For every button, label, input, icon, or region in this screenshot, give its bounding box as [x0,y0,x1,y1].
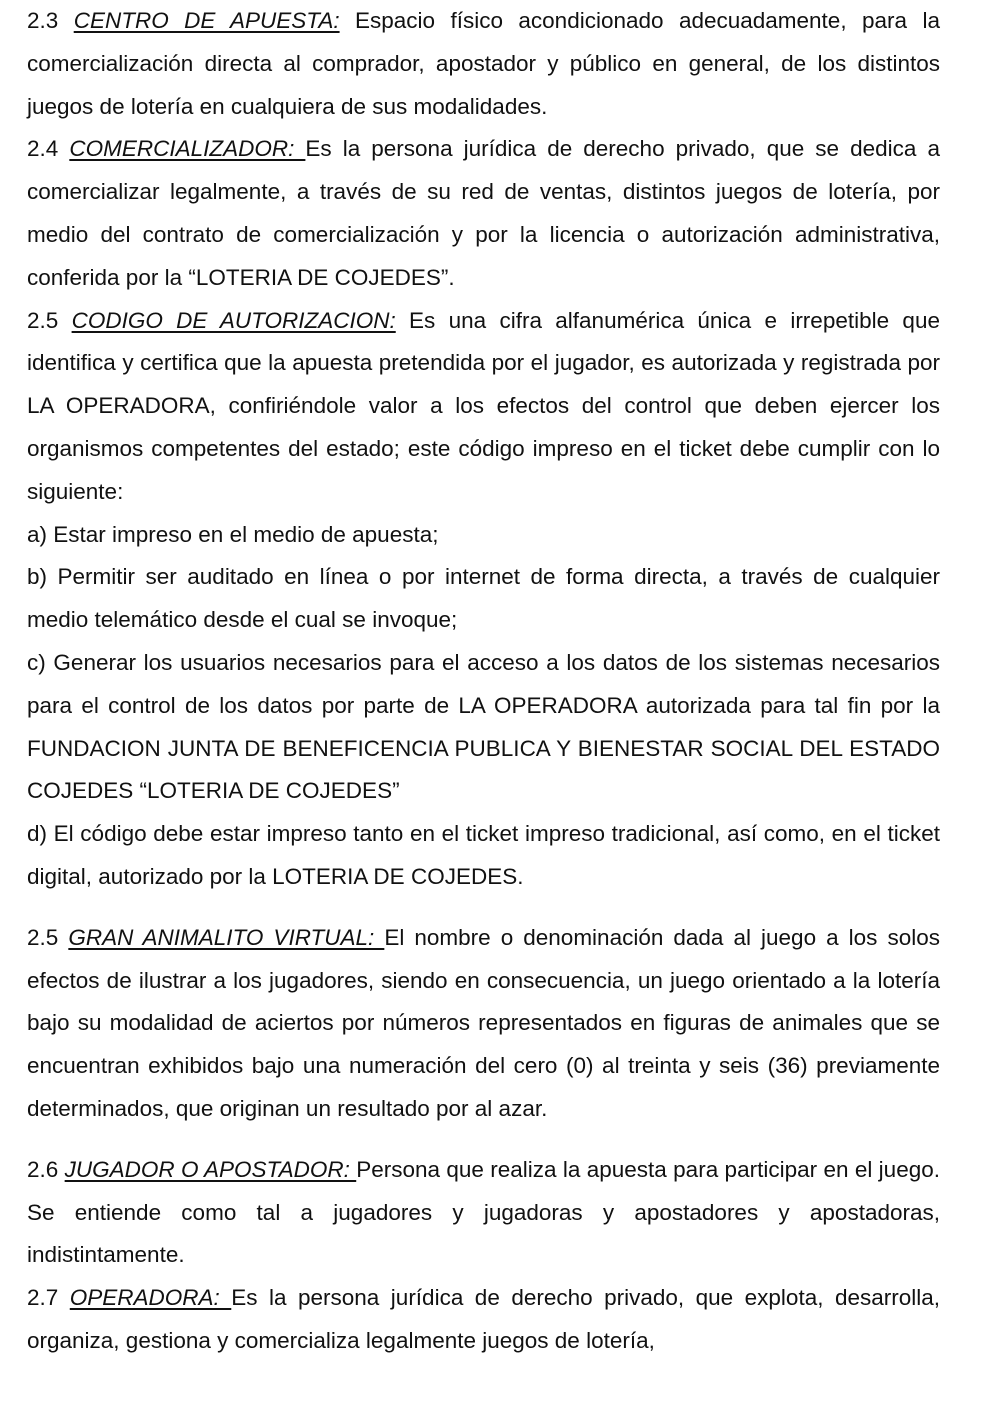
item-term: CODIGO DE AUTORIZACION: [71,307,396,333]
item-number: 2.4 [27,136,59,162]
item-body: Persona que realiza la apuesta para participar en el juego. Se entiende como tal a jugadores y jugadoras y apostadores y apostadoras, indistintamente. [27,1156,940,1268]
item-body: Es la persona jurídica de derecho privado, que explota, desarrolla, organiza, gestiona y comercializa legalmente juegos de lotería, [27,1285,940,1353]
item-number: 2.5 [27,924,59,950]
definition-gran-animalito-virtual [27,917,940,1131]
item-term: OPERADORA: [69,1285,232,1311]
code-requirement-b: b) Permitir ser auditado en línea o por internet de forma directa, a través de cualquier medio telemático desde el cual se invoque; [27,564,940,633]
definition-centro-de-apuesta [27,0,940,128]
definition-jugador-o-apostador [27,1149,940,1277]
item-body: Espacio físico acondicionado adecuadamente, para la comercialización directa al comprador, apostador y público en general, de los distintos juegos de lotería en cualquiera de sus modalidades. [27,8,940,119]
item-term: CENTRO DE APUESTA: [73,8,340,33]
definition-operadora [27,1277,940,1363]
code-requirement-a: a) Estar impreso en el medio de apuesta; [27,521,439,547]
paragraph-gap [27,1131,940,1149]
item-term: COMERCIALIZADOR: [69,136,306,162]
item-term: GRAN ANIMALITO VIRTUAL: [68,924,385,950]
item-body: Es una cifra alfanumérica única e irrepetible que identifica y certifica que la apuesta pretendida por el jugador, es autorizada y registrada por LA OPERADORA, confiriéndole valor a los efectos del control que deben ejercer los organismos competentes del estado; este código impreso en el ticket debe cumplir con lo siguiente: [27,307,940,504]
code-requirement-d: d) El código debe estar impreso tanto en el ticket impreso tradicional, así como, en el ticket digital, autorizado por la LOTERIA DE COJEDES. [27,821,940,889]
definition-comercializador [27,128,940,299]
code-requirement-c: c) Generar los usuarios necesarios para el acceso a los datos de los sistemas necesarios para el control de los datos por parte de LA OPERADORA autorizada para tal fin por la FUNDACION JUNTA DE BENEFICENCIA PUBLICA Y BIENESTAR SOCIAL DEL ESTADO COJEDES “LOTERIA DE COJEDES” [27,649,940,804]
item-body: Es la persona jurídica de derecho privado, que se dedica a comercializar legalmente, a través de su red de ventas, distintos juegos de lotería, por medio del contrato de comercialización y por la licencia o autorización administrativa, conferida por la “LOTERIA DE COJEDES”. [27,136,940,290]
item-number: 2.5 [27,307,59,333]
item-number: 2.3 [27,8,59,33]
item-body: El nombre o denominación dada al juego a los solos efectos de ilustrar a los jugadores, siendo en consecuencia, un juego orientado a la lotería bajo su modalidad de aciertos por números representados en figuras de animales que se encuentran exhibidos bajo una numeración del cero (0) al treinta y seis (36) previamente determinados, que originan un resultado por al azar. [27,924,940,1121]
item-number: 2.6 [27,1156,59,1182]
definition-codigo-de-autorizacion [27,300,940,514]
document-page [27,0,940,1363]
item-term: JUGADOR O APOSTADOR: [64,1156,357,1182]
item-number: 2.7 [27,1285,59,1311]
paragraph-gap [27,899,940,917]
